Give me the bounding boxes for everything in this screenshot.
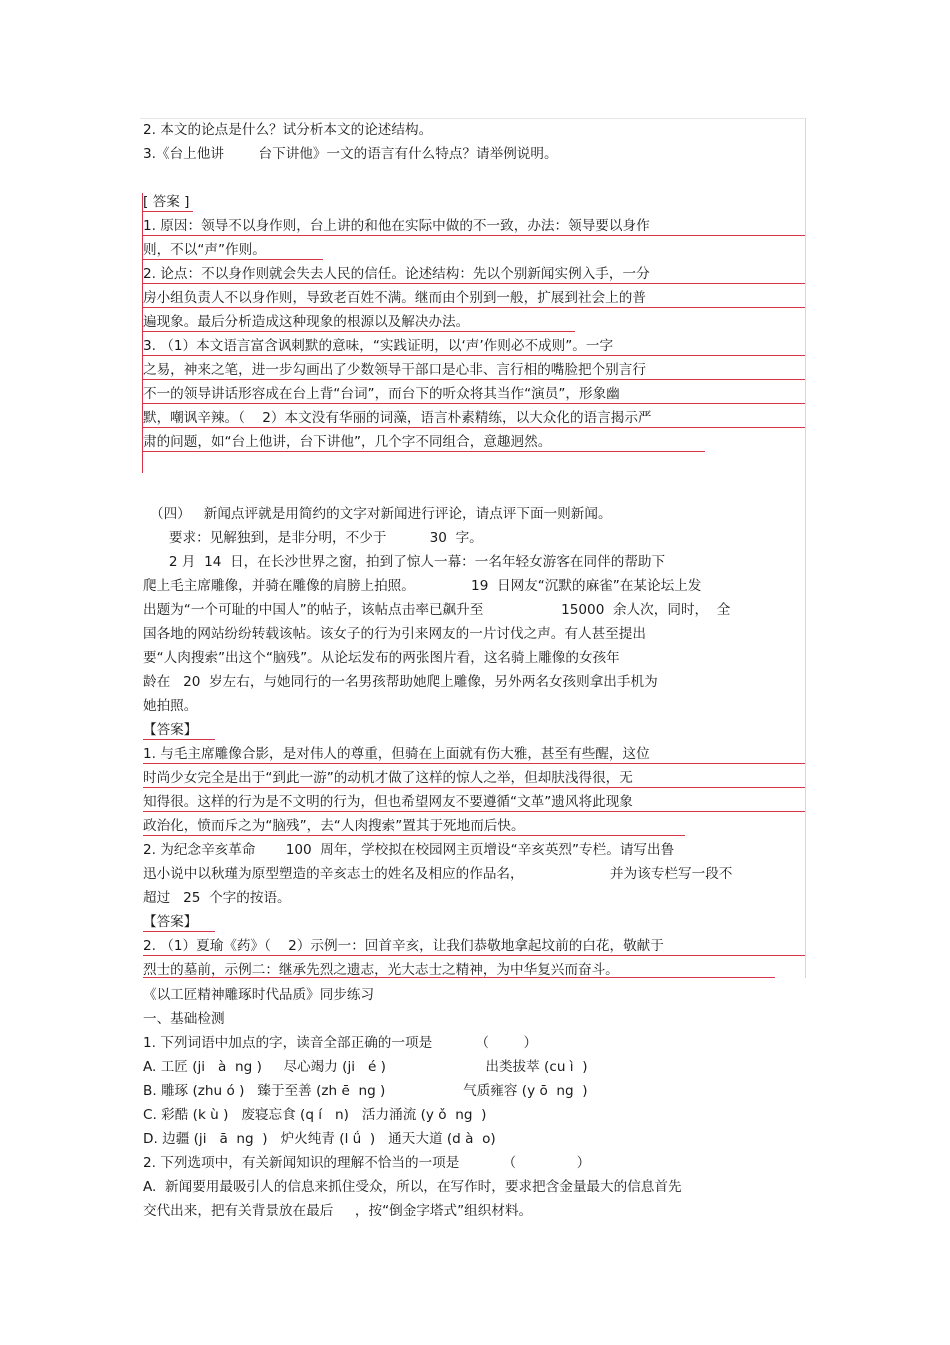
answer-line: 时尚少女完全是出于“到此一游”的动机才做了这样的惊人之举，但却肤浅得很，无 bbox=[143, 770, 633, 786]
answer-label: [ 答案 ] bbox=[143, 194, 190, 210]
answer-line: 3. （1）本文语言富含讽刺默的意味，“实践证明，以‘声’作则必不成则”。一字 bbox=[143, 338, 614, 354]
red-underline bbox=[143, 955, 805, 956]
exercise-question: 1. 下列词语中加点的字，读音全部正确的一项是 （ ） bbox=[143, 1035, 538, 1051]
exercise-option: A. 工匠 (ji à ng ) 尽心竭力 (ji é ) 出类拔萃 (cu ì ) bbox=[143, 1059, 588, 1075]
answer-line: 2. （1）夏瑜《药》（ 2）示例一：回首辛亥，让我们恭敬地拿起坟前的白花，敬献于 bbox=[143, 938, 664, 954]
question-line: 2. 本文的论点是什么？试分析本文的论述结构。 bbox=[143, 122, 433, 138]
question-line: 超过 25 个字的按语。 bbox=[143, 890, 291, 906]
red-underline bbox=[143, 259, 323, 260]
answer-line: 2. 论点：不以身作则就会失去人民的信任。论述结构：先以个别新闻实例入手，一分 bbox=[143, 266, 650, 282]
news-line: 她拍照。 bbox=[143, 698, 198, 714]
red-underline bbox=[143, 379, 805, 380]
page-frame-top bbox=[140, 118, 806, 119]
answer-line: 烈士的墓前，示例二：继承先烈之遗志，光大志士之精神，为中华复兴而奋斗。 bbox=[143, 962, 619, 978]
exercise-option: 交代出来，把有关背景放在最后 ，按“倒金字塔式”组织材料。 bbox=[143, 1203, 533, 1219]
question-line: 迅小说中以秋瑾为原型塑造的辛亥志士的姓名及相应的作品名， 并为该专栏写一段不 bbox=[143, 866, 733, 882]
news-line: 国各地的网站纷纷转载该帖。该女子的行为引来网友的一片讨伐之声。有人甚至提出 bbox=[143, 626, 646, 642]
news-line: 出题为“一个可耻的中国人”的帖子，该帖点击率已飙升至 15000 余人次，同时， 全 bbox=[143, 602, 731, 618]
red-underline bbox=[143, 355, 805, 356]
red-underline bbox=[143, 307, 805, 308]
red-underline bbox=[143, 763, 805, 764]
question-line: 3.《台上他讲 台下讲他》一文的语言有什么特点？请举例说明。 bbox=[143, 146, 558, 162]
answer-line: 不一的领导讲话形容成在台上背“台词”，而台下的听众将其当作“演员”，形象幽 bbox=[143, 386, 620, 402]
question-line: 2. 为纪念辛亥革命 100 周年，学校拟在校园网主页增设“辛亥英烈”专栏。请写出鲁 bbox=[143, 842, 675, 858]
answer-line: 之易，神来之笔，进一步勾画出了少数领导干部口是心非、言行相的嘴脸把个别言行 bbox=[143, 362, 646, 378]
exercise-question: 2. 下列选项中，有关新闻知识的理解不恰当的一项是 （ ） bbox=[143, 1155, 591, 1171]
answer-line: 政治化，愤而斥之为“脑残”，去“人肉搜索”置其于死地而后快。 bbox=[143, 818, 525, 834]
exercise-option: D. 边疆 (ji ā ng ) 炉火纯青 (l ǘ ) 通天大道 (d à o) bbox=[143, 1131, 496, 1147]
exercise-title: 《以工匠精神雕琢时代品质》同步练习 bbox=[143, 987, 375, 1003]
news-line: 龄在 20 岁左右，与她同行的一名男孩帮助她爬上雕像，另外两名女孩则拿出手机为 bbox=[143, 674, 658, 690]
red-underline bbox=[143, 451, 705, 452]
answer-line: 遍现象。最后分析造成这种现象的根源以及解决办法。 bbox=[143, 314, 470, 330]
red-underline bbox=[143, 787, 805, 788]
exercise-option: C. 彩酷 (k ù ) 废寝忘食 (q í n) 活力涌流 (y ǒ ng ) bbox=[143, 1107, 487, 1123]
news-line: 要“人肉搜索”出这个“脑残”。从论坛发布的两张图片看，这名骑上雕像的女孩年 bbox=[143, 650, 620, 666]
red-underline bbox=[143, 283, 805, 284]
answer-line: 肃的问题，如“台上他讲，台下讲他”，几个字不同组合，意趣迥然。 bbox=[143, 434, 552, 450]
exercise-heading: 一、基础检测 bbox=[143, 1011, 225, 1027]
answer-line: 房小组负责人不以身作则，导致老百姓不满。继而由个别到一般，扩展到社会上的普 bbox=[143, 290, 646, 306]
red-underline bbox=[143, 811, 805, 812]
news-line: 爬上毛主席雕像，并骑在雕像的肩膀上拍照。 19 日网友“沉默的麻雀”在某论坛上发 bbox=[143, 578, 702, 594]
exercise-option: A. 新闻要用最吸引人的信息来抓住受众，所以，在写作时，要求把含金量最大的信息首先 bbox=[143, 1179, 682, 1195]
answer-line: 知得很。这样的行为是不文明的行为，但也希望网友不要遵循“文革”遗风将此现象 bbox=[143, 794, 633, 810]
answer-label: 【答案】 bbox=[143, 914, 198, 930]
section-line: 要求：见解独到，是非分明，不少于 30 字。 bbox=[143, 530, 483, 546]
answer-line: 1. 原因：领导不以身作则，台上讲的和他在实际中做的不一致，办法：领导要以身作 bbox=[143, 218, 650, 234]
red-underline bbox=[143, 739, 215, 740]
news-line: 2 月 14 日，在长沙世界之窗，拍到了惊人一幕：一名年轻女游客在同伴的帮助下 bbox=[143, 554, 666, 570]
red-underline bbox=[143, 931, 215, 932]
red-underline bbox=[143, 211, 193, 212]
red-underline bbox=[143, 403, 805, 404]
red-underline bbox=[143, 427, 805, 428]
exercise-option: B. 雕琢 (zhu ó ) 臻于至善 (zh ē ng ) 气质雍容 (y ō ng ) bbox=[143, 1083, 588, 1099]
section-line: （四） 新闻点评就是用简约的文字对新闻进行评论，请点评下面一则新闻。 bbox=[150, 506, 612, 522]
red-underline bbox=[143, 331, 575, 332]
answer-label: 【答案】 bbox=[143, 722, 198, 738]
red-margin-line bbox=[142, 193, 143, 473]
red-underline bbox=[143, 235, 805, 236]
red-underline bbox=[143, 835, 685, 836]
page-frame-right bbox=[805, 118, 806, 978]
answer-line: 1. 与毛主席雕像合影，是对伟人的尊重，但骑在上面就有伤大雅，甚至有些醒，这位 bbox=[143, 746, 650, 762]
red-underline bbox=[143, 977, 775, 978]
answer-line: 默，嘲讽辛辣。（ 2）本文没有华丽的词藻，语言朴素精练，以大众化的语言揭示严 bbox=[143, 410, 652, 426]
answer-line: 则，不以“声”作则。 bbox=[143, 242, 266, 258]
